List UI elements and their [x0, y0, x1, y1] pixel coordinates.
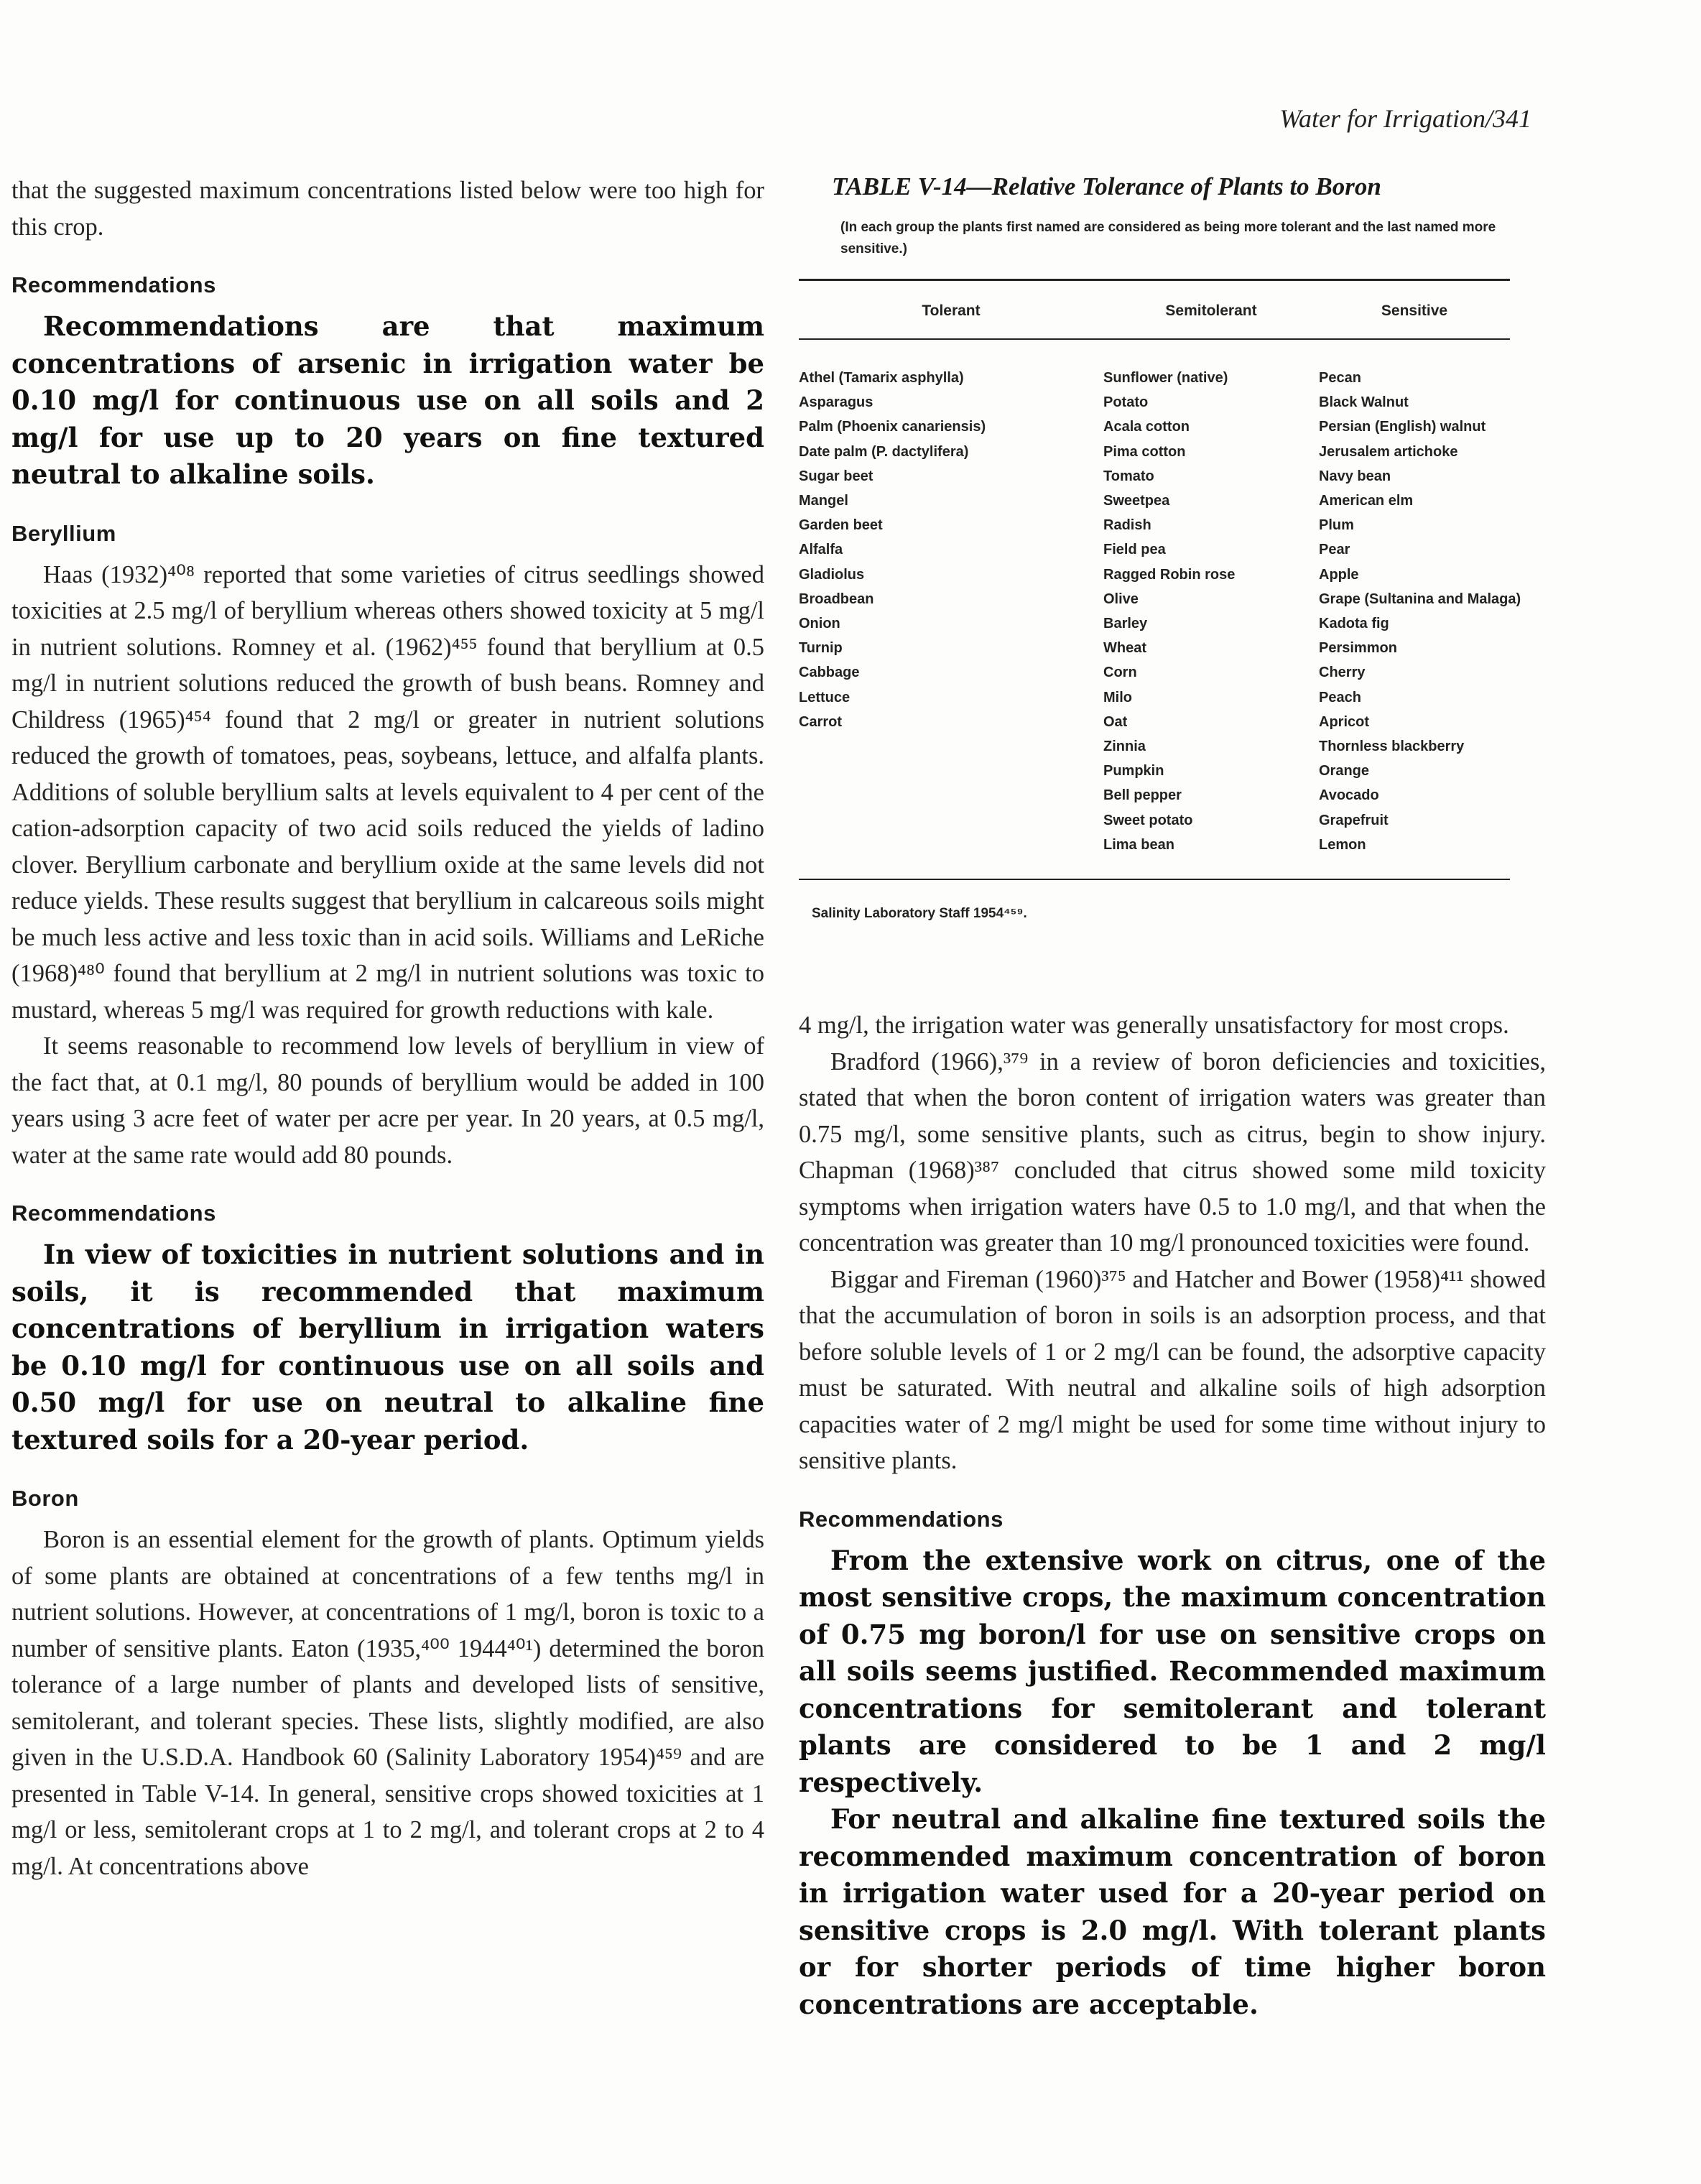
table-body [799, 366, 1521, 857]
right-column-text [799, 1007, 1546, 2023]
table-cell: Field pea [1103, 542, 1166, 558]
table-cell: Milo [1103, 689, 1132, 705]
table-cell: Acala cotton [1103, 419, 1190, 435]
boron-recommendation-2: For neutral and alkaline fine textured soils the recommended maximum concentration of boron in irrigation water used for a 20-year period on sensitive crops is 2.0 mg/l. With tolerant plants or for shorter periods of time higher boron concentrations are acceptable. [799, 1803, 1546, 2020]
table-cell: Sugar beet [799, 468, 873, 484]
table-cell: Turnip [799, 640, 843, 657]
table-cell: Palm (Phoenix canariensis) [799, 419, 986, 435]
beryllium-heading: Beryllium [11, 520, 116, 546]
table-cell: Cherry [1319, 665, 1366, 681]
table-cell: Black Walnut [1319, 394, 1409, 411]
table-cell: Persimmon [1319, 640, 1397, 657]
table-source: Salinity Laboratory Staff 1954⁴⁵⁹. [812, 906, 1027, 922]
table-cell: Alfalfa [799, 542, 843, 558]
table-cell: Apricot [1319, 713, 1369, 730]
table-cell: Onion [799, 616, 840, 632]
boron-heading: Boron [11, 1486, 79, 1511]
table-cell: Sweet potato [1103, 812, 1193, 828]
table-cell: Thornless blackberry [1319, 739, 1465, 755]
table-cell: Plum [1319, 517, 1354, 534]
table-cell: Potato [1103, 394, 1149, 411]
header-tolerant: Tolerant [922, 302, 981, 319]
table-cell: Gladiolus [799, 566, 865, 583]
table-cell: Lima bean [1103, 836, 1174, 853]
header-semitolerant: Semitolerant [1165, 302, 1257, 319]
table-v-14 [799, 172, 1546, 922]
table-cell: Radish [1103, 517, 1151, 534]
table-cell: Wheat [1103, 640, 1146, 657]
table-cell: Bell pepper [1103, 787, 1182, 804]
table-cell: Persian (English) walnut [1319, 419, 1486, 435]
table-cell: Carrot [799, 713, 843, 730]
table-header-rule [799, 338, 1510, 340]
table-cell: Pumpkin [1103, 763, 1164, 779]
boron-paragraph-2: Bradford (1966),³⁷⁹ in a review of boron deficiencies and toxicities, stated that when the boron content of irrigation waters was greater than 0.75 mg/l, some sensitive plants, such as citrus, begin to show injury. Chapman (1968)³⁸⁷ concluded that citrus showed some mild toxicity symptoms when irrigation waters have 0.5 to 1.0 mg/l, and that when the concentration was greater than 10 mg/l pronounced toxicities were found. [799, 1047, 1546, 1257]
table-note: (In each group the plants first named are considered as being more tolerant and the last named more sensitive.) [840, 220, 1496, 256]
table-header-row [799, 302, 1510, 320]
table-cell: Kadota fig [1319, 616, 1389, 632]
header-sensitive: Sensitive [1381, 302, 1448, 319]
table-cell: Cabbage [799, 665, 860, 681]
table-cell: Tomato [1103, 468, 1154, 484]
table-cell: Date palm (P. dactylifera) [799, 443, 969, 460]
table-cell: Pima cotton [1103, 443, 1186, 460]
table-bottom-rule [799, 879, 1510, 880]
table-title: TABLE V-14—Relative Tolerance of Plants to Boron [832, 172, 1381, 200]
arsenic-recommendation: Recommendations are that maximum concentrations of arsenic in irrigation water be 0.10 mg/l for continuous use on all soils and 2 mg/l for use up to 20 years on fine textured neutral to alkaline soils. [11, 310, 764, 490]
table-cell: Apple [1319, 566, 1359, 583]
table-cell: Pecan [1319, 370, 1361, 386]
boron-paragraph-3: Biggar and Fireman (1960)³⁷⁵ and Hatcher and Bower (1958)⁴¹¹ showed that the accumulation of boron in soils is an adsorption process, and that before soluble levels of 1 or 2 mg/l can be found, the adsorptive capacity must be saturated. With neutral and alkaline soils of high adsorption capacities water of 2 mg/l might be used for some time without injury to sensitive plants. [799, 1265, 1546, 1474]
table-cell: Navy bean [1319, 468, 1391, 484]
beryllium-paragraph-1: Haas (1932)⁴⁰⁸ reported that some varieties of citrus seedlings showed toxicities at 2.5 mg/l of beryllium whereas others showed toxicity at 5 mg/l in nutrient solutions. Romney et al. (1962)⁴⁵⁵ found that beryllium at 0.5 mg/l in nutrient solutions reduced the growth of bush beans. Romney and Childress (1965)⁴⁵⁴ found that 2 mg/l or greater in nutrient solutions reduced the growth of tomatoes, peas, soybeans, lettuce, and alfalfa plants. Additions of soluble beryllium salts at levels equivalent to 4 per cent of the cation-adsorption capacity of two acid soils reduced the yields of ladino clover. Beryllium carbonate and beryllium oxide at the same levels did not reduce yields. These results suggest that beryllium in calcareous soils might be much less active and less toxic than in acid soils. Williams and LeRiche (1968)⁴⁸⁰ found that beryllium at 2 mg/l in nutrient solutions was toxic to mustard, whereas 5 mg/l was required for growth reductions with kale. [11, 560, 764, 1024]
table-cell: Peach [1319, 689, 1361, 705]
boron-paragraph-1: Boron is an essential element for the growth of plants. Optimum yields of some plants are obtained at concentrations of a few tenths mg/l in nutrient solutions. However, at concentrations of 1 mg/l, boron is toxic to a number of sensitive plants. Eaton (1935,⁴⁰⁰ 1944⁴⁰¹) determined the boron tolerance of a large number of plants and developed lists of sensitive, semitolerant, and tolerant species. These lists, slightly modified, are also given in the U.S.D.A. Handbook 60 (Salinity Laboratory 1954)⁴⁵⁹ and are presented in Table V-14. In general, sensitive crops showed toxicities at 1 mg/l or less, semitolerant crops at 1 to 2 mg/l, and tolerant crops at 2 to 4 mg/l. At concentrations above [11, 1526, 764, 1880]
table-cell: Zinnia [1103, 739, 1146, 755]
table-cell: Pear [1319, 542, 1350, 558]
table-cell: Oat [1103, 713, 1128, 730]
intro-paragraph: that the suggested maximum concentrations listed below were too high for this crop. [11, 177, 764, 241]
semitolerant-column [1103, 366, 1319, 857]
table-cell: Asparagus [799, 394, 873, 411]
left-column [11, 172, 764, 1884]
running-head: Water for Irrigation/341 [1279, 104, 1531, 133]
table-top-rule [799, 279, 1510, 281]
table-cell: Corn [1103, 665, 1137, 681]
table-cell: Broadbean [799, 591, 874, 607]
boron-paragraph-1-continued: 4 mg/l, the irrigation water was generally unsatisfactory for most crops. [799, 1012, 1509, 1039]
table-cell: Lettuce [799, 689, 850, 705]
table-cell: Olive [1103, 591, 1139, 607]
table-cell: Orange [1319, 763, 1370, 779]
tolerant-column [799, 366, 1103, 857]
table-cell: Athel (Tamarix asphylla) [799, 370, 964, 386]
table-cell: Garden beet [799, 517, 883, 534]
table-cell: Grapefruit [1319, 812, 1389, 828]
table-cell: Grape (Sultanina and Malaga) [1319, 591, 1521, 607]
beryllium-recommendations-heading: Recommendations [11, 1200, 216, 1226]
table-cell: Sunflower (native) [1103, 370, 1228, 386]
table-cell: Avocado [1319, 787, 1379, 804]
table-cell: Mangel [799, 493, 848, 509]
table-cell: Jerusalem artichoke [1319, 443, 1458, 460]
table-cell: Sweetpea [1103, 493, 1170, 509]
table-cell: Lemon [1319, 836, 1366, 853]
beryllium-recommendation: In view of toxicities in nutrient solutions and in soils, it is recommended that maximum concentrations of beryllium in irrigation waters be 0.10 mg/l for continuous use on all soils and 0.50 mg/l for use on neutral to alkaline fine textured soils for a 20-year period. [11, 1239, 764, 1456]
boron-recommendation-1: From the extensive work on citrus, one of the most sensitive crops, the maximum concentration of 0.75 mg boron/l for use on sensitive crops on all soils seems justified. Recommended maximum concentrations for semitolerant and tolerant plants are considered to be 1 and 2 mg/l respectively. [799, 1544, 1546, 1798]
beryllium-paragraph-2: It seems reasonable to recommend low levels of beryllium in view of the fact that, at 0.1 mg/l, 80 pounds of beryllium would be added in 100 years using 3 acre feet of water per acre per year. In 20 years, at 0.5 mg/l, water at the same rate would add 80 pounds. [11, 1032, 764, 1169]
boron-recommendations-heading: Recommendations [799, 1506, 1004, 1532]
table-cell: Ragged Robin rose [1103, 566, 1236, 583]
arsenic-recommendations-heading: Recommendations [11, 272, 216, 297]
table-cell: Barley [1103, 616, 1148, 632]
table-cell: American elm [1319, 493, 1414, 509]
sensitive-column [1319, 366, 1521, 857]
